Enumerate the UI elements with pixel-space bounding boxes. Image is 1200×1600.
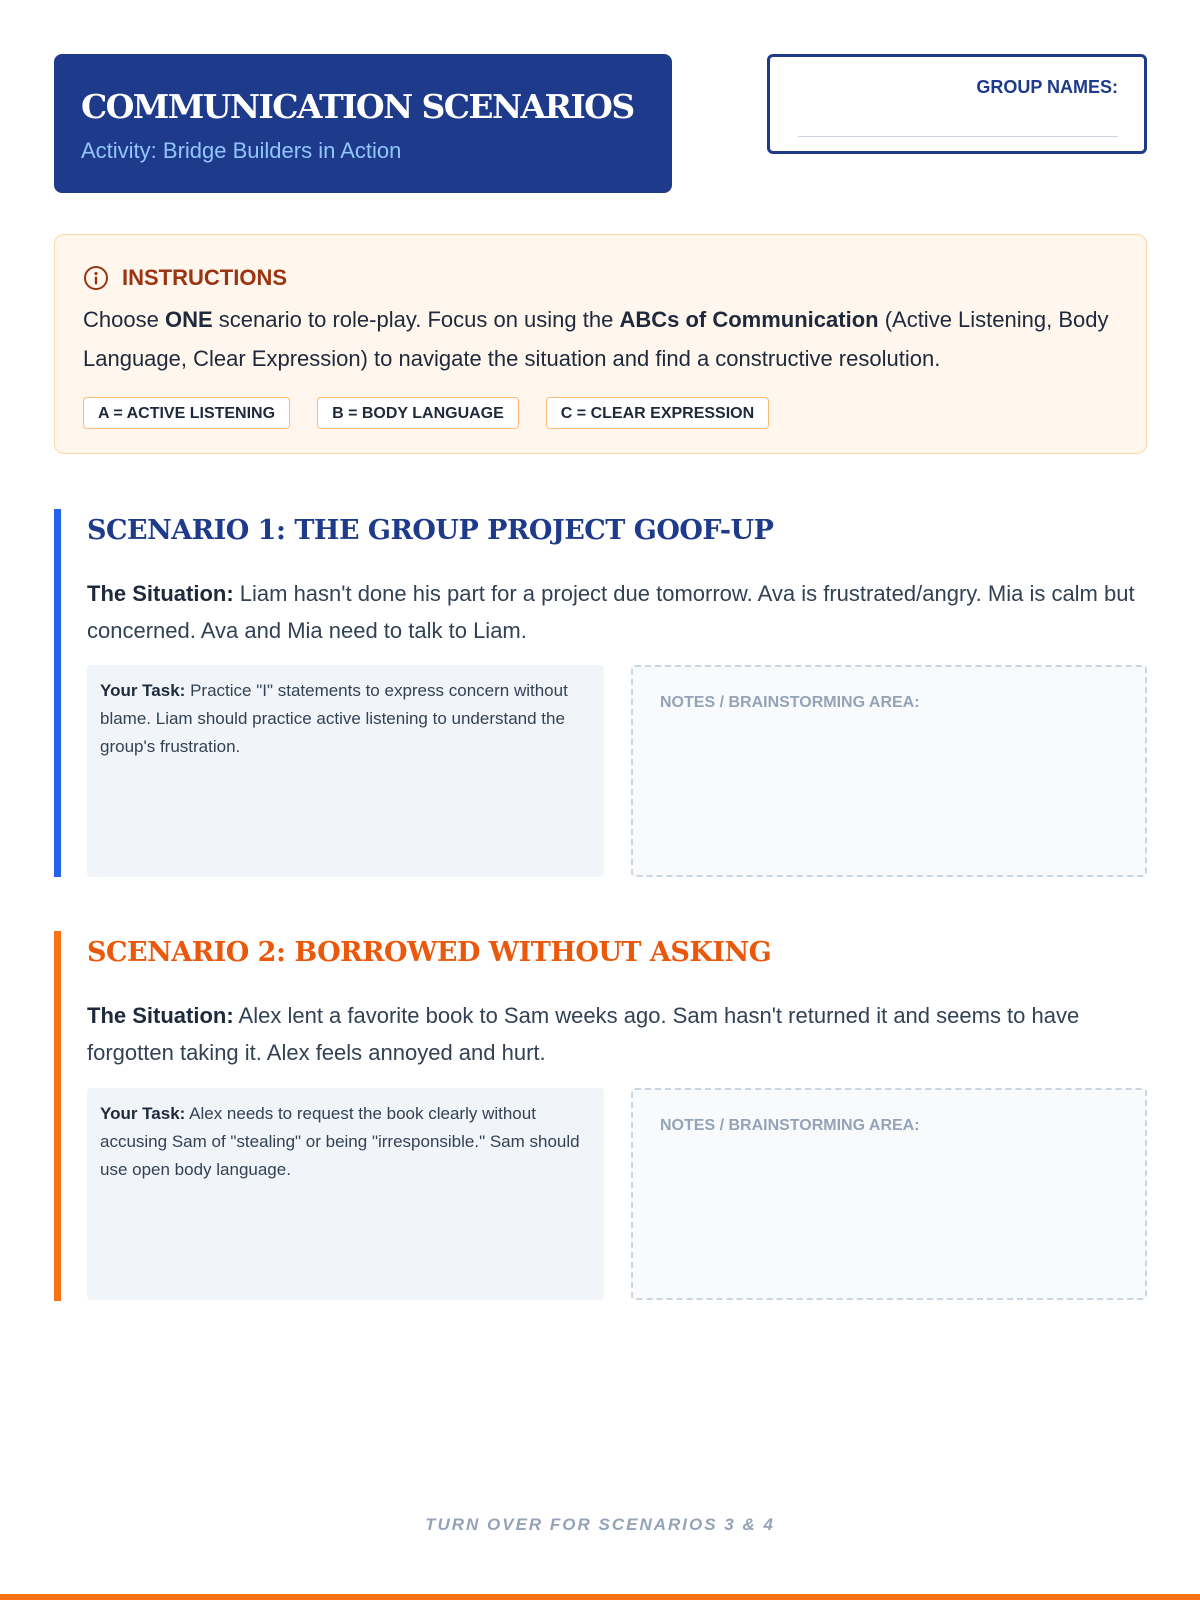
title-banner [54,54,672,193]
notes-area[interactable]: NOTES / BRAINSTORMING AREA: [631,1088,1147,1300]
page-title: COMMUNICATION SCENARIOS [81,87,634,126]
scenario-task: Your Task: Practice "I" statements to express concern without blame. Liam should practice active listening to understand the group's frustration. [87,665,604,877]
group-names-box[interactable] [767,54,1147,154]
emphasis-abcs: ABCs of Communication [619,307,879,332]
bottom-accent-bar [0,1594,1200,1600]
activity-subtitle: Activity: Bridge Builders in Action [81,138,402,163]
instructions-heading: INSTRUCTIONS [122,265,287,290]
tag-active-listening: A = ACTIVE LISTENING [83,397,290,429]
group-names-label: GROUP NAMES: [976,77,1118,97]
instructions-header [83,263,1118,293]
info-icon [83,265,109,291]
scenario-1 [54,509,1147,877]
tag-body-language: B = BODY LANGUAGE [317,397,519,429]
turn-over-note: TURN OVER FOR SCENARIOS 3 & 4 [425,1515,775,1534]
instructions-text: Choose ONE scenario to role-play. Focus on using the ABCs of Communication (Active Listening, Body Language, Clear Expression) to navigate the situation and find a constructive resolution. [83,307,1109,371]
scenario-title: SCENARIO 2: BORROWED WITHOUT ASKING [87,937,772,968]
scenario-task: Your Task: Alex needs to request the book clearly without accusing Sam of "stealing" or being "irresponsible." Sam should use open body language. [87,1088,604,1300]
scenario-accent-bar [54,931,61,1301]
tag-clear-expression: C = CLEAR EXPRESSION [546,397,769,429]
group-names-line [798,136,1118,137]
abc-tags [83,397,1118,429]
scenario-accent-bar [54,509,61,877]
scenario-situation: The Situation: Liam hasn't done his part for a project due tomorrow. Ava is frustrated/angry. Mia is calm but concerned. Ava and Mia need to talk to Liam. [87,581,1135,643]
scenario-title: SCENARIO 1: THE GROUP PROJECT GOOF-UP [87,515,774,546]
notes-area[interactable]: NOTES / BRAINSTORMING AREA: [631,665,1147,877]
instructions-panel [54,234,1147,454]
scenario-situation: The Situation: Alex lent a favorite book to Sam weeks ago. Sam hasn't returned it and seems to have forgotten taking it. Alex feels annoyed and hurt. [87,1003,1080,1065]
scenario-2 [54,931,1147,1301]
emphasis-one: ONE [164,307,213,332]
